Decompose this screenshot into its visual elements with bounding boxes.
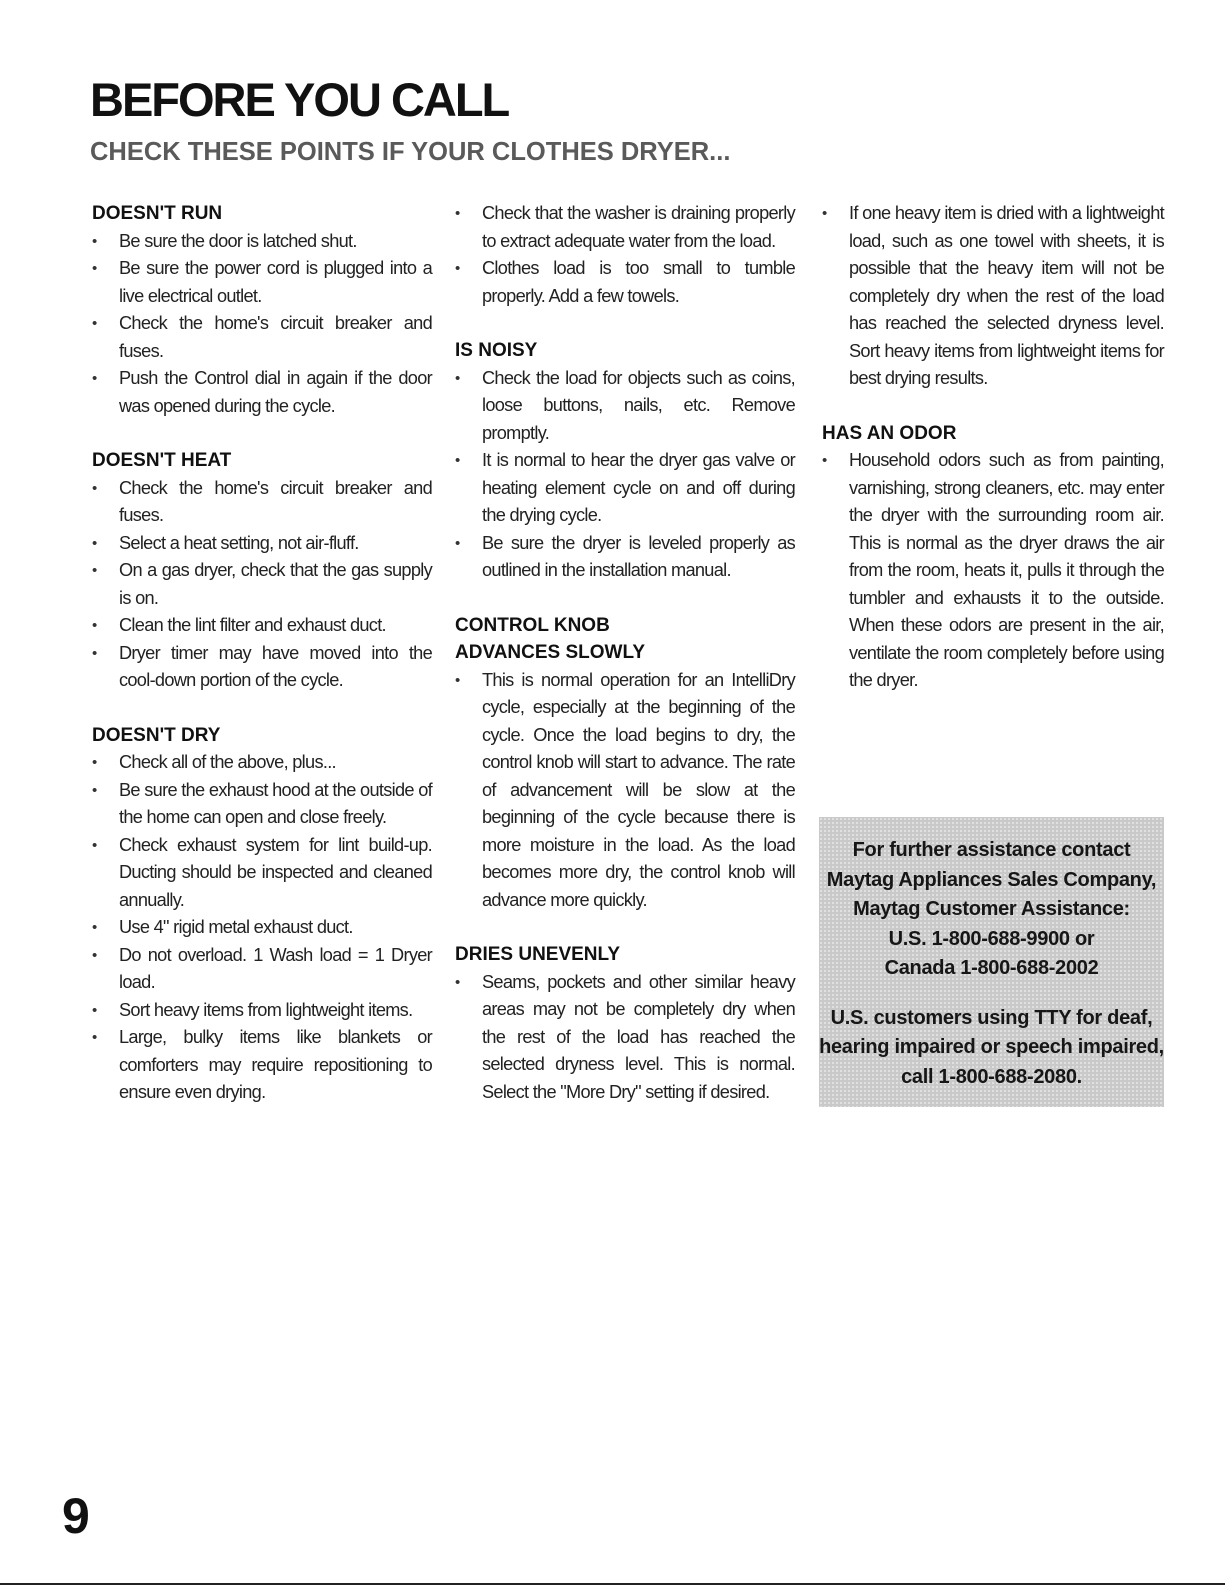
bullet-icon: • bbox=[92, 232, 97, 250]
bullet-icon: • bbox=[455, 671, 460, 689]
bullet-icon: • bbox=[92, 781, 97, 799]
list-item-text: Do not overload. 1 Wash load = 1 Dryer load. bbox=[119, 944, 432, 992]
list-item bbox=[92, 365, 432, 420]
list-item-text: Check the load for objects such as coins, loose buttons, nails, etc. Remove promptly. bbox=[482, 367, 795, 443]
list-item bbox=[92, 612, 432, 640]
bullet-icon: • bbox=[92, 836, 97, 854]
troubleshoot-section bbox=[455, 337, 795, 585]
list-item-text: If one heavy item is dried with a lightweight load, such as one towel with sheets, it is possible that the heavy item will not be completely dry when the rest of the load has reached the selected dryness level. Sort heavy items from lightweight items for best drying results. bbox=[849, 203, 1164, 388]
assistance-line: Maytag Customer Assistance: bbox=[853, 898, 1130, 920]
bullet-icon: • bbox=[92, 1001, 97, 1019]
troubleshoot-section bbox=[455, 612, 795, 915]
bullet-icon: • bbox=[92, 919, 97, 936]
list-item-text: Be sure the door is latched shut. bbox=[119, 230, 357, 251]
list-item bbox=[92, 777, 432, 832]
list-item bbox=[92, 640, 432, 695]
bullet-icon: • bbox=[92, 260, 97, 277]
assistance-box bbox=[819, 817, 1164, 1107]
list-item bbox=[455, 365, 795, 448]
section-heading: HAS AN ODOR bbox=[822, 422, 957, 444]
bullet-list bbox=[822, 447, 1164, 695]
page-subtitle: CHECK THESE POINTS IF YOUR CLOTHES DRYER... bbox=[90, 138, 731, 166]
list-item bbox=[455, 255, 795, 310]
list-item bbox=[92, 310, 432, 365]
bullet-icon: • bbox=[92, 370, 97, 387]
bullet-list bbox=[455, 969, 795, 1107]
column-2 bbox=[455, 200, 795, 1133]
list-item bbox=[92, 997, 432, 1025]
list-item bbox=[92, 475, 432, 530]
bullet-icon: • bbox=[822, 452, 827, 469]
bullet-icon: • bbox=[92, 315, 97, 332]
list-item-text: Check the home's circuit breaker and fuses. bbox=[119, 477, 432, 525]
bullet-icon: • bbox=[92, 534, 97, 552]
list-item bbox=[92, 228, 432, 256]
section-heading: DOESN'T HEAT bbox=[92, 450, 232, 471]
list-item-text: Clothes load is too small to tumble properly. Add a few towels. bbox=[482, 258, 795, 306]
list-item-text: Be sure the dryer is leveled properly as outlined in the installation manual. bbox=[482, 532, 795, 580]
bullet-icon: • bbox=[822, 205, 827, 222]
list-item bbox=[455, 969, 795, 1107]
list-item bbox=[822, 447, 1164, 695]
list-item bbox=[92, 1024, 432, 1107]
list-item bbox=[92, 914, 432, 942]
bullet-icon: • bbox=[455, 534, 460, 552]
tty-line: hearing impaired or speech impaired, bbox=[819, 1036, 1164, 1058]
list-item bbox=[455, 530, 795, 585]
list-item-text: It is normal to hear the dryer gas valve or heating element cycle on and off during the drying cycle. bbox=[482, 450, 795, 525]
list-item bbox=[92, 557, 432, 612]
list-item-text: Check the home's circuit breaker and fuses. bbox=[119, 313, 432, 361]
page-title: BEFORE YOU CALL bbox=[90, 73, 509, 126]
bullet-icon: • bbox=[455, 369, 460, 387]
list-item-text: Push the Control dial in again if the door was opened during the cycle. bbox=[119, 368, 432, 416]
troubleshoot-section bbox=[455, 941, 795, 1106]
list-item-text: This is normal operation for an IntelliDry cycle, especially at the beginning of the cycle. Once the load begins to dry, the control knob will start to advance. The rate of advancement will be slow at the beginning of the cycle because there is more moisture in the load. As the load becomes more dry, the control knob will advance more quickly. bbox=[482, 669, 795, 910]
bullet-icon: • bbox=[92, 946, 97, 964]
list-item-text: Clean the lint filter and exhaust duct. bbox=[119, 615, 386, 635]
list-item-text: Check exhaust system for lint build-up. Ducting should be inspected and cleaned annually. bbox=[119, 834, 432, 910]
bullet-icon: • bbox=[92, 617, 97, 634]
bullet-icon: • bbox=[455, 205, 460, 222]
list-item bbox=[92, 832, 432, 915]
section-heading: IS NOISY bbox=[455, 340, 538, 361]
bullet-icon: • bbox=[92, 754, 97, 771]
bullet-list bbox=[455, 365, 795, 585]
list-item-text: Be sure the power cord is plugged into a live electrical outlet. bbox=[119, 258, 432, 306]
list-item-text: Use 4" rigid metal exhaust duct. bbox=[119, 917, 353, 937]
list-item-text: Sort heavy items from lightweight items. bbox=[119, 999, 413, 1020]
bullet-icon: • bbox=[92, 479, 97, 497]
list-item bbox=[822, 200, 1164, 393]
tty-line: U.S. customers using TTY for deaf, bbox=[830, 1006, 1153, 1029]
bullet-icon: • bbox=[92, 1029, 97, 1046]
list-item bbox=[92, 942, 432, 997]
bullet-list bbox=[92, 749, 432, 1107]
list-item bbox=[92, 255, 432, 310]
troubleshoot-section bbox=[822, 200, 1164, 393]
bullet-icon: • bbox=[92, 562, 97, 579]
troubleshoot-section bbox=[92, 722, 432, 1107]
bullet-list bbox=[822, 200, 1164, 393]
section-heading: DRIES UNEVENLY bbox=[455, 944, 621, 965]
list-item-text: Check all of the above, plus... bbox=[119, 752, 336, 772]
section-heading: DOESN'T RUN bbox=[92, 203, 223, 224]
list-item-text: Check that the washer is draining properly to extract adequate water from the load. bbox=[482, 203, 795, 251]
troubleshoot-section bbox=[92, 447, 432, 695]
list-item bbox=[92, 749, 432, 777]
list-item bbox=[455, 447, 795, 530]
list-item-text: Dryer timer may have moved into the cool-down portion of the cycle. bbox=[119, 642, 432, 690]
assistance-line: For further assistance contact bbox=[852, 839, 1131, 861]
bullet-icon: • bbox=[455, 452, 460, 469]
list-item-text: Household odors such as from painting, varnishing, strong cleaners, etc. may enter the dryer with the surrounding room air. This is normal as the dryer draws the air from the room, heats it, pulls it through the tumbler and exhausts it to the outside. When these odors are present in the air, ventilate the room completely before using the dryer. bbox=[849, 450, 1164, 690]
page-number: 9 bbox=[62, 1488, 90, 1544]
assistance-phone-us: U.S. 1-800-688-9900 or bbox=[888, 927, 1095, 950]
list-item bbox=[455, 200, 795, 255]
tty-phone: call 1-800-688-2080. bbox=[901, 1065, 1082, 1088]
list-item-text: Seams, pockets and other similar heavy areas may not be completely dry when the rest of the load has reached the selected dryness level. This is normal. Select the "More Dry" setting if desired. bbox=[482, 971, 795, 1102]
bullet-icon: • bbox=[92, 644, 97, 662]
column-1 bbox=[92, 200, 432, 1134]
bullet-list bbox=[455, 200, 795, 310]
list-item-text: Large, bulky items like blankets or comforters may require repositioning to ensure even drying. bbox=[119, 1027, 432, 1102]
assistance-phone-canada: Canada 1-800-688-2002 bbox=[884, 957, 1099, 979]
column-3 bbox=[822, 200, 1164, 722]
list-item bbox=[455, 667, 795, 915]
assistance-line: Maytag Appliances Sales Company, bbox=[826, 868, 1157, 891]
section-heading: DOESN'T DRY bbox=[92, 724, 221, 746]
troubleshoot-section bbox=[455, 200, 795, 310]
bullet-icon: • bbox=[455, 973, 460, 991]
bullet-list bbox=[92, 475, 432, 695]
section-heading: CONTROL KNOB ADVANCES SLOWLY bbox=[455, 614, 646, 663]
bullet-list bbox=[455, 667, 795, 915]
troubleshoot-section bbox=[822, 420, 1164, 695]
bullet-list bbox=[92, 228, 432, 421]
list-item-text: On a gas dryer, check that the gas supply is on. bbox=[119, 560, 432, 608]
list-item-text: Select a heat setting, not air-fluff. bbox=[119, 532, 359, 553]
troubleshoot-section bbox=[92, 200, 432, 420]
bullet-icon: • bbox=[455, 260, 460, 277]
list-item-text: Be sure the exhaust hood at the outside of the home can open and close freely. bbox=[119, 779, 432, 827]
list-item bbox=[92, 530, 432, 558]
